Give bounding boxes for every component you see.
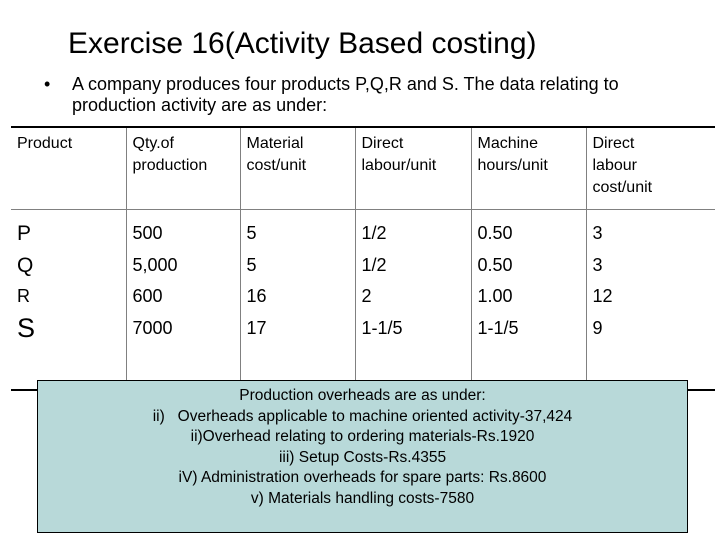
labour-cost-cell xyxy=(586,210,715,391)
header-text: labour xyxy=(592,157,637,174)
list-item: iV) Administration overheads for spare parts: Rs.8600 xyxy=(178,469,547,486)
header-machine-hours xyxy=(471,127,586,210)
header-direct-labour xyxy=(355,127,471,210)
production-data-table xyxy=(11,126,715,391)
header-qty xyxy=(126,127,240,210)
labour-value: 1/2 xyxy=(361,223,387,243)
material-value: 5 xyxy=(246,254,257,275)
labour-cell xyxy=(355,210,471,391)
overheads-list xyxy=(38,407,687,510)
product-q: Q xyxy=(17,253,34,277)
qty-value: 5,000 xyxy=(132,254,178,275)
labour-value: 2 xyxy=(361,286,372,306)
labour-cost-value: 3 xyxy=(592,223,603,243)
slide-title: Exercise 16(Activity Based costing) xyxy=(68,27,537,60)
material-value: 16 xyxy=(246,286,267,306)
header-text: cost/unit xyxy=(246,157,307,174)
header-text: labour/unit xyxy=(361,157,437,174)
material-value: 17 xyxy=(246,317,267,338)
bullet-text: A company produces four products P,Q,R and S. The data relating to production activity are as under: xyxy=(72,74,619,115)
header-text: Direct xyxy=(361,135,404,152)
bullet-icon: • xyxy=(44,74,51,94)
machine-value: 1.00 xyxy=(477,286,513,306)
header-text: Direct xyxy=(592,135,635,152)
qty-value: 7000 xyxy=(132,317,173,338)
labour-value: 1/2 xyxy=(361,254,387,275)
product-r: R xyxy=(17,286,30,306)
product-p: P xyxy=(17,222,32,245)
labour-value: 1-1/5 xyxy=(361,317,403,338)
header-text: cost/unit xyxy=(592,179,653,196)
labour-cost-value: 3 xyxy=(592,254,603,275)
qty-value: 500 xyxy=(132,223,163,243)
list-item: iii) Setup Costs-Rs.4355 xyxy=(278,448,447,466)
header-text: Qty.of xyxy=(132,135,174,152)
header-text: Material xyxy=(246,135,304,152)
list-item: v) Materials handling costs-7580 xyxy=(250,489,475,507)
overheads-heading: Production overheads are as under: xyxy=(239,387,486,404)
labour-cost-value: 12 xyxy=(592,286,613,306)
material-value: 5 xyxy=(246,223,257,243)
product-s: S xyxy=(17,312,36,343)
qty-value: 600 xyxy=(132,286,163,306)
material-cell xyxy=(240,210,355,391)
header-text: production xyxy=(132,157,208,174)
header-text: Machine xyxy=(477,135,538,152)
header-text: Product xyxy=(17,135,73,152)
machine-value: 1-1/5 xyxy=(477,317,519,338)
header-product xyxy=(11,127,126,210)
overheads-box xyxy=(37,380,688,533)
bullet-point xyxy=(44,74,684,116)
qty-cell xyxy=(126,210,240,391)
header-material xyxy=(240,127,355,210)
list-item: ii) Overheads applicable to machine oriented activity-37,424 xyxy=(152,407,573,425)
header-text: hours/unit xyxy=(477,157,548,174)
table-header-row xyxy=(11,127,715,210)
machine-value: 0.50 xyxy=(477,223,513,243)
list-item: ii)Overhead relating to ordering materials-Rs.1920 xyxy=(190,428,535,445)
table-row xyxy=(11,210,715,391)
header-labour-cost xyxy=(586,127,715,210)
machine-value: 0.50 xyxy=(477,254,513,275)
product-cell xyxy=(11,210,126,391)
machine-cell xyxy=(471,210,586,391)
labour-cost-value: 9 xyxy=(592,317,603,338)
